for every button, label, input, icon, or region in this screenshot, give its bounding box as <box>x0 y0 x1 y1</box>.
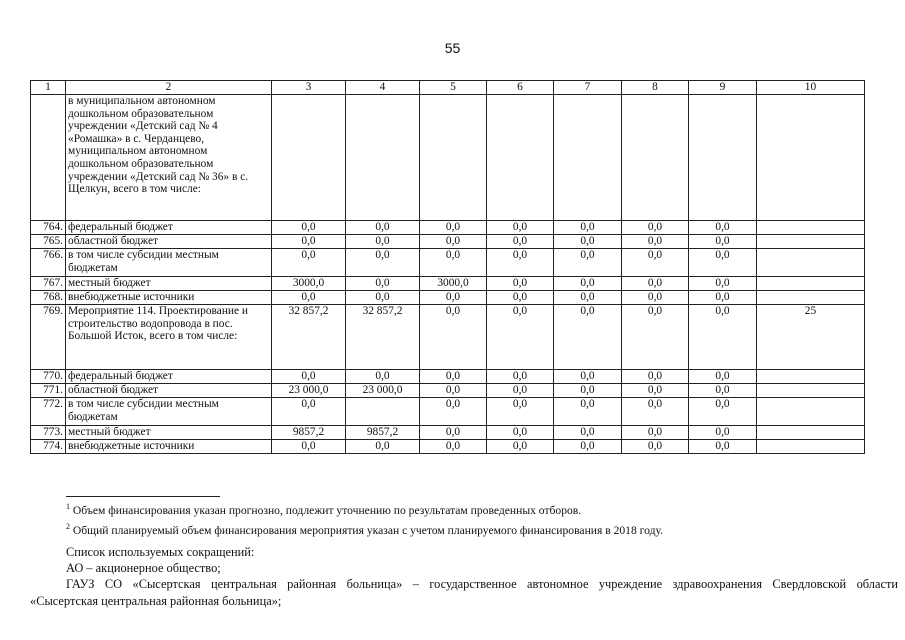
footnote <box>66 499 886 519</box>
column-header: 7 <box>554 81 622 95</box>
value-cell <box>487 95 554 221</box>
value-cell: 0,0 <box>487 440 554 454</box>
value-cell: 0,0 <box>272 235 346 249</box>
value-cell: 0,0 <box>622 370 689 384</box>
value-cell: 0,0 <box>622 221 689 235</box>
value-cell: 3000,0 <box>272 277 346 291</box>
value-cell: 32 857,2 <box>272 305 346 370</box>
value-cell: 0,0 <box>487 370 554 384</box>
row-number-cell: 772. <box>31 398 66 426</box>
value-cell: 0,0 <box>554 384 622 398</box>
description-cell: в том числе субсидии местным бюджетам <box>66 249 272 277</box>
abbreviation-line: АО – акционерное общество; <box>66 561 221 576</box>
column-header: 2 <box>66 81 272 95</box>
table-header-row <box>31 81 865 95</box>
column-header: 6 <box>487 81 554 95</box>
row-number-cell: 766. <box>31 249 66 277</box>
value-cell <box>757 249 865 277</box>
value-cell <box>757 440 865 454</box>
footnote-mark: 2 <box>66 521 70 531</box>
row-number-cell: 770. <box>31 370 66 384</box>
value-cell: 0,0 <box>487 291 554 305</box>
row-number-cell: 767. <box>31 277 66 291</box>
value-cell: 0,0 <box>420 370 487 384</box>
value-cell: 0,0 <box>272 221 346 235</box>
value-cell <box>757 370 865 384</box>
value-cell: 0,0 <box>689 249 757 277</box>
row-number-cell: 764. <box>31 221 66 235</box>
budget-table <box>30 80 865 454</box>
value-cell: 0,0 <box>622 277 689 291</box>
value-cell <box>757 291 865 305</box>
description-cell: в муниципальном автономном дошкольном образовательном учреждении «Детский сад № 4 «Ромашка» в с. Черданцево, муниципальном автономном дошкольном образовательном учреждении «Детский сад № 36» в с. Щелкун, всего в том числе: <box>66 95 272 221</box>
footnotes <box>66 499 886 539</box>
value-cell: 0,0 <box>689 440 757 454</box>
value-cell: 0,0 <box>346 291 420 305</box>
table-row <box>31 235 865 249</box>
value-cell: 0,0 <box>554 277 622 291</box>
value-cell <box>272 95 346 221</box>
row-number-cell: 771. <box>31 384 66 398</box>
description-cell: областной бюджет <box>66 235 272 249</box>
value-cell: 0,0 <box>689 277 757 291</box>
column-header: 5 <box>420 81 487 95</box>
value-cell: 0,0 <box>554 440 622 454</box>
value-cell: 0,0 <box>487 384 554 398</box>
value-cell: 0,0 <box>420 291 487 305</box>
description-cell: внебюджетные источники <box>66 291 272 305</box>
value-cell: 9857,2 <box>346 426 420 440</box>
footnote-mark: 1 <box>66 502 70 511</box>
value-cell: 0,0 <box>487 398 554 426</box>
value-cell: 0,0 <box>689 305 757 370</box>
value-cell: 25 <box>757 305 865 370</box>
row-number-cell: 769. <box>31 305 66 370</box>
value-cell: 0,0 <box>689 370 757 384</box>
value-cell: 0,0 <box>346 370 420 384</box>
table-row <box>31 221 865 235</box>
value-cell: 23 000,0 <box>346 384 420 398</box>
value-cell: 0,0 <box>272 398 346 426</box>
column-header: 9 <box>689 81 757 95</box>
value-cell: 0,0 <box>487 426 554 440</box>
value-cell: 0,0 <box>346 235 420 249</box>
value-cell: 0,0 <box>272 440 346 454</box>
value-cell: 0,0 <box>346 221 420 235</box>
table-row <box>31 398 865 426</box>
row-number-cell <box>31 95 66 221</box>
table-body <box>31 95 865 454</box>
footnote-divider <box>66 496 220 497</box>
description-cell: внебюджетные источники <box>66 440 272 454</box>
value-cell: 0,0 <box>689 221 757 235</box>
value-cell <box>757 221 865 235</box>
value-cell: 0,0 <box>346 249 420 277</box>
table-row <box>31 370 865 384</box>
footnote <box>66 519 886 539</box>
value-cell: 0,0 <box>346 277 420 291</box>
value-cell <box>689 95 757 221</box>
value-cell: 0,0 <box>420 426 487 440</box>
table-row <box>31 384 865 398</box>
table-row <box>31 249 865 277</box>
value-cell: 0,0 <box>346 440 420 454</box>
value-cell: 0,0 <box>420 398 487 426</box>
table-row <box>31 440 865 454</box>
table-row <box>31 95 865 221</box>
table-row <box>31 426 865 440</box>
description-cell: местный бюджет <box>66 426 272 440</box>
value-cell: 3000,0 <box>420 277 487 291</box>
description-cell: в том числе субсидии местным бюджетам <box>66 398 272 426</box>
value-cell: 0,0 <box>622 249 689 277</box>
value-cell: 0,0 <box>487 249 554 277</box>
value-cell: 0,0 <box>272 249 346 277</box>
row-number-cell: 774. <box>31 440 66 454</box>
value-cell <box>622 95 689 221</box>
table-row <box>31 277 865 291</box>
value-cell <box>757 384 865 398</box>
value-cell: 0,0 <box>420 221 487 235</box>
footnote-text: Общий планируемый объем финансирования мероприятия указан с учетом планируемого финансирования в 2018 году. <box>72 523 664 537</box>
row-number-cell: 768. <box>31 291 66 305</box>
value-cell: 0,0 <box>487 221 554 235</box>
value-cell: 0,0 <box>622 384 689 398</box>
value-cell: 0,0 <box>420 235 487 249</box>
abbreviation-line: ГАУЗ СО «Сысертская центральная районная больница» – государственное автономное учреждение здравоохранения Свердловской области <box>66 577 898 592</box>
column-header: 4 <box>346 81 420 95</box>
value-cell: 23 000,0 <box>272 384 346 398</box>
value-cell <box>757 277 865 291</box>
value-cell: 0,0 <box>487 305 554 370</box>
value-cell: 0,0 <box>554 426 622 440</box>
value-cell: 0,0 <box>554 305 622 370</box>
value-cell <box>757 426 865 440</box>
value-cell <box>757 95 865 221</box>
value-cell: 0,0 <box>622 426 689 440</box>
abbreviation-line: «Сысертская центральная районная больница»; <box>30 593 282 608</box>
description-cell: Мероприятие 114. Проектирование и строительство водопровода в пос. Большой Исток, всего в том числе: <box>66 305 272 370</box>
value-cell <box>757 398 865 426</box>
value-cell: 0,0 <box>622 291 689 305</box>
column-header: 1 <box>31 81 66 95</box>
footnote-text: Объем финансирования указан прогнозно, подлежит уточнению по результатам проведенных отборов. <box>72 503 582 517</box>
table-row <box>31 291 865 305</box>
description-cell: федеральный бюджет <box>66 221 272 235</box>
value-cell: 0,0 <box>420 384 487 398</box>
value-cell: 0,0 <box>420 440 487 454</box>
value-cell: 0,0 <box>487 277 554 291</box>
value-cell: 0,0 <box>554 291 622 305</box>
value-cell: 0,0 <box>554 370 622 384</box>
column-header: 10 <box>757 81 865 95</box>
column-header: 3 <box>272 81 346 95</box>
value-cell: 0,0 <box>689 384 757 398</box>
description-cell: областной бюджет <box>66 384 272 398</box>
value-cell: 0,0 <box>689 291 757 305</box>
description-cell: местный бюджет <box>66 277 272 291</box>
value-cell: 0,0 <box>689 426 757 440</box>
value-cell: 0,0 <box>689 398 757 426</box>
value-cell: 9857,2 <box>272 426 346 440</box>
value-cell <box>757 235 865 249</box>
column-header: 8 <box>622 81 689 95</box>
description-cell: федеральный бюджет <box>66 370 272 384</box>
value-cell <box>346 398 420 426</box>
value-cell: 0,0 <box>554 249 622 277</box>
value-cell: 0,0 <box>622 235 689 249</box>
value-cell: 0,0 <box>554 398 622 426</box>
row-number-cell: 773. <box>31 426 66 440</box>
value-cell: 32 857,2 <box>346 305 420 370</box>
value-cell <box>554 95 622 221</box>
abbreviations-heading: Список используемых сокращений: <box>66 545 255 559</box>
value-cell: 0,0 <box>487 235 554 249</box>
table-row <box>31 305 865 370</box>
value-cell: 0,0 <box>272 291 346 305</box>
abbreviations-section <box>30 544 898 609</box>
value-cell: 0,0 <box>554 235 622 249</box>
value-cell: 0,0 <box>622 398 689 426</box>
row-number-cell: 765. <box>31 235 66 249</box>
value-cell: 0,0 <box>420 249 487 277</box>
value-cell: 0,0 <box>420 305 487 370</box>
value-cell: 0,0 <box>554 221 622 235</box>
value-cell: 0,0 <box>689 235 757 249</box>
value-cell <box>346 95 420 221</box>
page-number: 55 <box>444 40 461 56</box>
value-cell: 0,0 <box>622 440 689 454</box>
value-cell <box>420 95 487 221</box>
value-cell: 0,0 <box>272 370 346 384</box>
value-cell: 0,0 <box>622 305 689 370</box>
